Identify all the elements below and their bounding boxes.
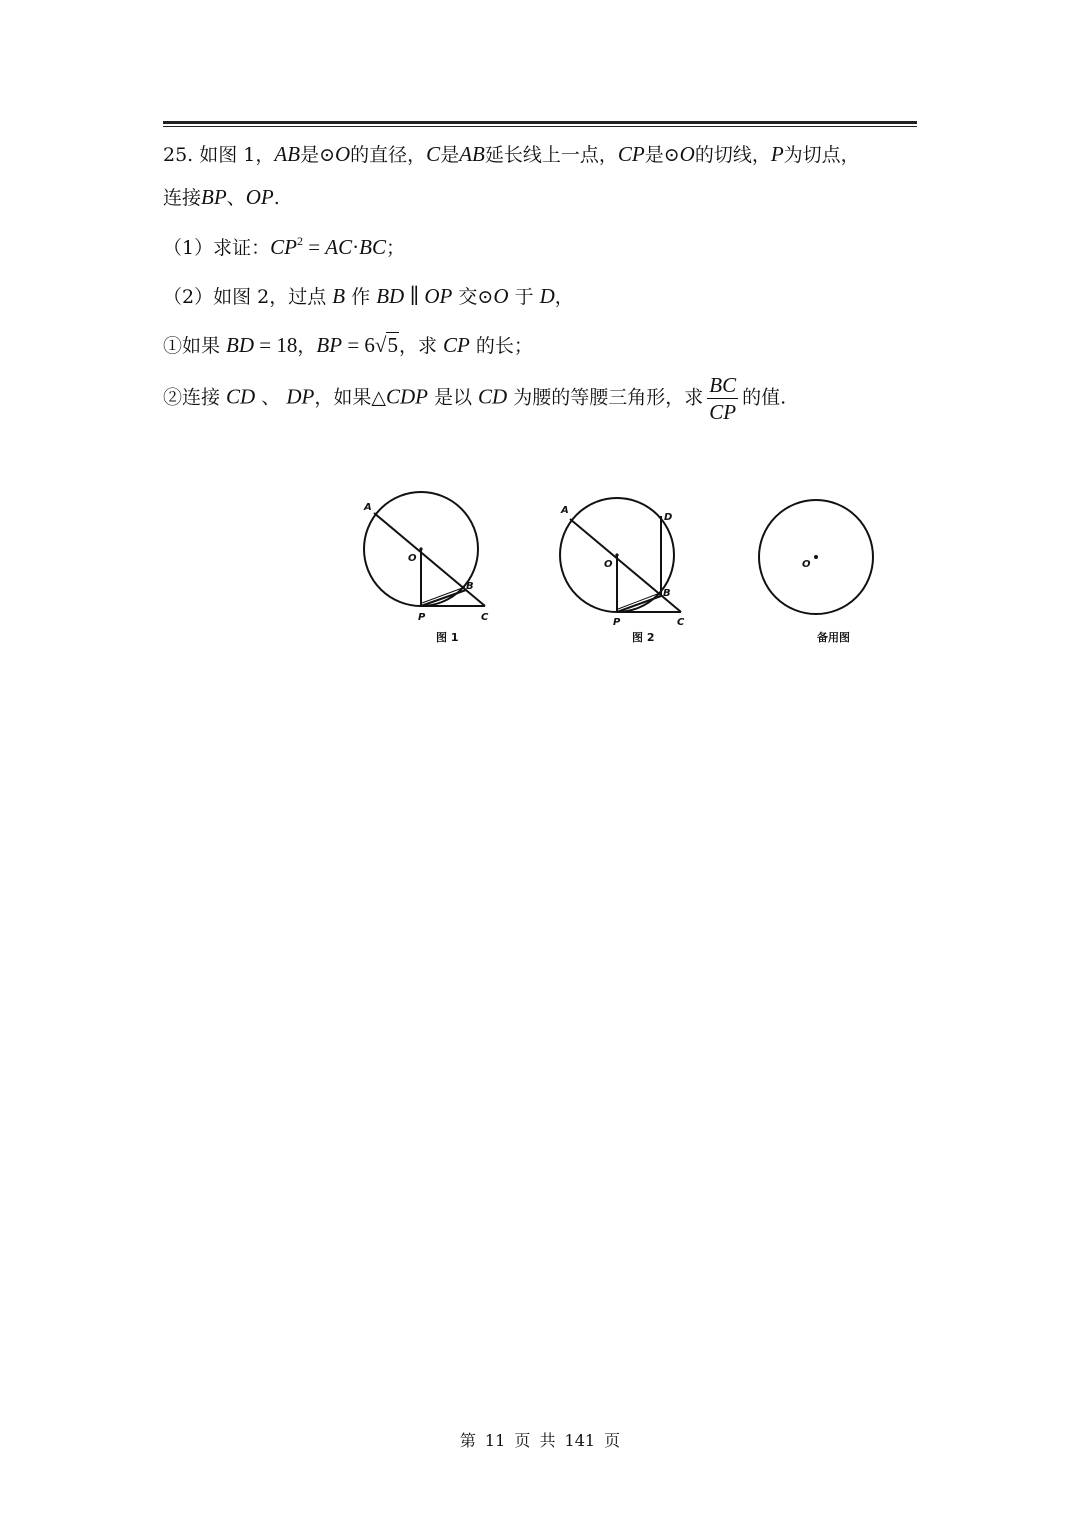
figure-spare-caption: 备用图 — [817, 631, 850, 644]
text: 作 — [345, 286, 377, 308]
math: CD — [226, 384, 256, 409]
math: OP — [424, 284, 453, 308]
label-C: C — [677, 617, 685, 628]
math: AC — [325, 235, 353, 259]
math: ∥ — [404, 284, 425, 308]
fraction-denominator: CP — [709, 400, 737, 424]
math: BD — [376, 284, 405, 308]
text: 、 — [255, 386, 287, 409]
label-B: B — [663, 588, 671, 599]
math: P — [770, 142, 784, 166]
math: DP — [286, 384, 315, 409]
part-label: （1）求证： — [163, 237, 271, 259]
math: · — [352, 235, 360, 259]
figure-2 — [556, 494, 691, 638]
math: BP — [201, 185, 227, 209]
problem-line-2 — [163, 183, 280, 210]
fraction-numerator: BC — [709, 373, 737, 397]
label-O: O — [604, 559, 613, 570]
superscript: 2 — [296, 234, 303, 248]
label-B: B — [466, 581, 474, 592]
math: C — [426, 142, 441, 166]
math: AB — [274, 142, 301, 166]
problem-number: 25. — [163, 144, 194, 166]
header-rule-thin — [163, 126, 917, 127]
label-P: P — [613, 617, 621, 628]
text: 交⊙ — [452, 286, 494, 308]
math: = — [302, 235, 326, 259]
figure-spare — [755, 497, 879, 625]
label-D: D — [664, 512, 673, 523]
math: CDP — [385, 384, 428, 409]
problem-line-1 — [163, 140, 860, 167]
text: 为腰的等腰三角形，求 — [507, 386, 704, 409]
figure-1 — [358, 488, 493, 632]
text: 如图 1， — [199, 144, 275, 166]
figure-2-diagram — [556, 494, 691, 634]
sub-label: ②连接 — [163, 386, 227, 409]
label-O: O — [408, 553, 417, 564]
math: BC — [359, 235, 386, 259]
text: ，如果△ — [314, 386, 386, 409]
part-1 — [163, 233, 405, 260]
sub-question-2 — [163, 372, 786, 425]
page-footer: 第 11 页 共 141 页 — [459, 1431, 621, 1450]
figure-1-caption: 图 1 — [436, 631, 459, 644]
part-2 — [163, 282, 574, 309]
text: 是以 — [427, 386, 479, 409]
label-A: A — [364, 502, 372, 513]
text: ， — [554, 286, 574, 308]
text: . — [273, 187, 280, 209]
math: D — [539, 284, 555, 308]
math: B — [332, 284, 346, 308]
label-P: P — [418, 612, 426, 623]
text: 为切点， — [783, 144, 860, 166]
label-C: C — [481, 612, 489, 623]
math: CD — [478, 384, 508, 409]
math: CP — [270, 235, 297, 259]
text: 是⊙ — [300, 144, 335, 166]
header-rule-thick — [163, 121, 917, 124]
sub-label: ①如果 — [163, 335, 227, 357]
text: ， — [297, 335, 317, 357]
math: O — [493, 284, 509, 308]
text: ； — [385, 237, 405, 259]
text: 的值. — [742, 386, 787, 409]
math: OP — [245, 185, 274, 209]
text: 于 — [508, 286, 540, 308]
math: = 18 — [254, 333, 298, 357]
part-label: （2）如图 2，过点 — [163, 286, 333, 308]
text: 、 — [226, 187, 246, 209]
fraction — [707, 372, 738, 425]
figure-spare-diagram — [755, 497, 879, 621]
text: 连接 — [163, 187, 202, 209]
math: BP — [316, 333, 343, 357]
text: 延长线上一点， — [484, 144, 618, 166]
math: BD — [226, 333, 255, 357]
math: O — [334, 142, 351, 166]
text: 的切线， — [694, 144, 771, 166]
sqrt-sign: √ — [374, 333, 387, 357]
figure-1-diagram — [358, 488, 493, 628]
math: AB — [459, 142, 485, 166]
label-O: O — [802, 559, 811, 570]
text: 的长； — [469, 335, 533, 357]
label-A: A — [561, 505, 569, 516]
text: ，求 — [398, 335, 443, 357]
sub-question-1 — [163, 331, 533, 358]
math: CP — [442, 333, 470, 357]
text: 是 — [440, 144, 460, 166]
sqrt-radicand: 5 — [387, 333, 398, 357]
figure-2-caption: 图 2 — [632, 631, 655, 644]
math: CP — [617, 142, 645, 166]
math: = 6 — [342, 333, 375, 357]
text: 是⊙ — [644, 144, 680, 166]
text: 的直径， — [350, 144, 427, 166]
math: O — [679, 142, 695, 166]
